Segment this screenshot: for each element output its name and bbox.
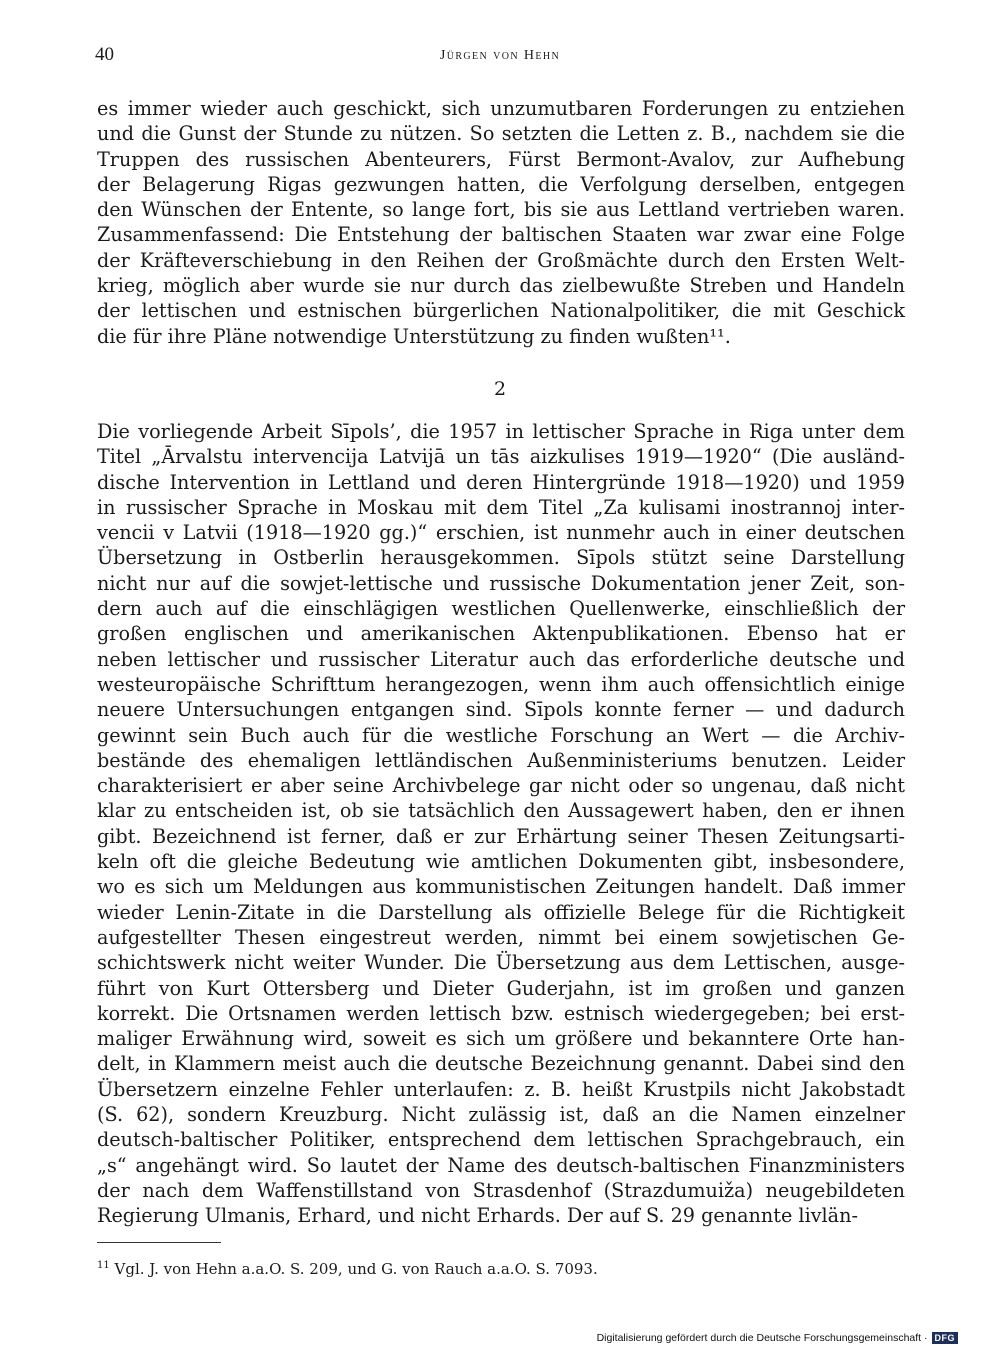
text-line: „s“ angehängt wird. So lautet der Name des deutsch-baltischen Finanzministers xyxy=(97,1153,905,1177)
text-line: Truppen des russischen Abenteurers, Fürst Bermont-Avalov, zur Aufhebung xyxy=(97,147,905,171)
text-line: Die vorliegende Arbeit Sīpols’, die 1957 in lettischer Sprache in Riga unter dem xyxy=(97,420,905,443)
text-line: die für ihre Pläne notwendige Unterstützung zu finden wußten¹¹. xyxy=(97,324,731,348)
text-line: führt von Kurt Ottersberg und Dieter Guderjahn, ist im großen und ganzen xyxy=(97,976,905,1000)
running-head: Jürgen von Hehn xyxy=(439,48,561,63)
paragraph-2 xyxy=(97,419,905,1229)
text-line: den Wünschen der Entente, so lange fort, bis sie aus Lettland vertrieben waren. xyxy=(97,198,905,222)
text-line: keln oft die gleiche Bedeutung wie amtlichen Dokumenten gibt, insbesondere, xyxy=(97,850,905,874)
paragraph-1 xyxy=(97,96,905,349)
text-line: wieder Lenin-Zitate in die Darstellung als offizielle Belege für die Richtigkeit xyxy=(97,900,905,924)
text-line: Titel „Ārvalstu intervencija Latvijā un tās aizkulises 1919—1920“ (Die ausländ- xyxy=(97,445,905,469)
page-number: 40 xyxy=(95,44,114,65)
text-line: gibt. Bezeichnend ist ferner, daß er zur Erhärtung seiner Thesen Zeitungsarti- xyxy=(97,824,905,848)
text-line: dische Intervention in Lettland und deren Hintergründe 1918—1920) und 1959 xyxy=(97,470,905,494)
footnote-marker: 11 xyxy=(97,1260,110,1271)
text-line: es immer wieder auch geschickt, sich unzumutbaren Forderungen zu entziehen xyxy=(97,97,905,120)
footnote-divider xyxy=(97,1242,221,1243)
text-line: der Kräfteverschiebung in den Reihen der Großmächte durch den Ersten Welt- xyxy=(97,248,905,272)
text-line: charakterisiert er aber seine Archivbelege gar nicht oder so ungenau, daß nicht xyxy=(97,774,905,798)
text-line: der Belagerung Rigas gezwungen hatten, die Verfolgung derselben, entgegen xyxy=(97,172,905,196)
text-line: delt, in Klammern meist auch die deutsche Bezeichnung genannt. Dabei sind den xyxy=(97,1052,905,1076)
text-line: dern auch auf die einschlägigen westlichen Quellenwerke, einschließlich der xyxy=(97,597,905,621)
text-line: neben lettischer und russischer Literatur auch das erforderliche deutsche und xyxy=(97,647,905,671)
footnote xyxy=(97,1260,598,1278)
section-number: 2 xyxy=(493,378,507,400)
text-line: großen englischen und amerikanischen Aktenpublikationen. Ebenso hat er xyxy=(97,622,905,646)
text-line: nicht nur auf die sowjet-lettische und russische Dokumentation jener Zeit, son- xyxy=(97,571,905,595)
text-line: aufgestellter Thesen eingestreut werden, nimmt bei einem sowjetischen Ge- xyxy=(97,925,905,949)
credit-text: Digitalisierung gefördert durch die Deutsche Forschungsgemeinschaft · xyxy=(596,1332,928,1344)
dfg-logo: DFG xyxy=(932,1332,959,1344)
text-line: und die Gunst der Stunde zu nützen. So setzten die Letten z. B., nachdem sie die xyxy=(97,122,905,146)
text-line: der nach dem Waffenstillstand von Strasdenhof (Strazdumuiža) neugebildeten xyxy=(97,1178,905,1202)
text-line: neuere Untersuchungen entgangen sind. Sīpols konnte ferner — und dadurch xyxy=(97,698,905,722)
text-line: gewinnt sein Buch auch für die westliche Forschung an Wert — die Archiv- xyxy=(97,723,905,747)
text-line: klar zu entscheiden ist, ob sie tatsächlich den Aussagewert haben, den er ihnen xyxy=(97,799,905,823)
text-line: deutsch-baltischer Politiker, entsprechend dem lettischen Sprachgebrauch, ein xyxy=(97,1128,905,1152)
text-line: Zusammenfassend: Die Entstehung der baltischen Staaten war zwar eine Folge xyxy=(97,223,905,247)
text-line: (S. 62), sondern Kreuzburg. Nicht zulässig ist, daß an die Namen einzelner xyxy=(97,1103,905,1127)
text-line: schichtswerk nicht weiter Wunder. Die Übersetzung aus dem Lettischen, ausge- xyxy=(97,951,905,975)
text-line: Regierung Ulmanis, Erhard, und nicht Erhards. Der auf S. 29 genannte livlän- xyxy=(97,1204,858,1228)
text-line: krieg, möglich aber wurde sie nur durch das zielbewußte Streben und Handeln xyxy=(97,274,905,298)
text-line: in russischer Sprache in Moskau mit dem Titel „Za kulisami inostrannoj inter- xyxy=(97,495,905,519)
digitization-credit xyxy=(597,1332,958,1344)
text-line: korrekt. Die Ortsnamen werden lettisch bzw. estnisch wiedergegeben; bei erst- xyxy=(97,1001,905,1025)
text-line: der lettischen und estnischen bürgerlichen Nationalpolitiker, die mit Geschick xyxy=(97,299,905,323)
text-line: westeuropäische Schrifttum herangezogen, wenn ihm auch offensichtlich einige xyxy=(97,672,905,696)
text-line: bestände des ehemaligen lettländischen Außenministeriums benutzen. Leider xyxy=(97,748,905,772)
text-line: Übersetzung in Ostberlin herausgekommen. Sīpols stützt seine Darstellung xyxy=(97,546,905,570)
text-line: maliger Erwähnung wird, soweit es sich um größere und bekanntere Orte han- xyxy=(97,1027,905,1051)
text-line: vencii v Latvii (1918—1920 gg.)“ erschien, ist nunmehr auch in einer deutschen xyxy=(97,521,905,545)
footnote-text: Vgl. J. von Hehn a.a.O. S. 209, und G. von Rauch a.a.O. S. 7093. xyxy=(114,1260,598,1278)
text-line: wo es sich um Meldungen aus kommunistischen Zeitungen handelt. Daß immer xyxy=(97,875,905,899)
text-line: Übersetzern einzelne Fehler unterlaufen: z. B. heißt Krustpils nicht Jakobstadt xyxy=(97,1077,905,1101)
